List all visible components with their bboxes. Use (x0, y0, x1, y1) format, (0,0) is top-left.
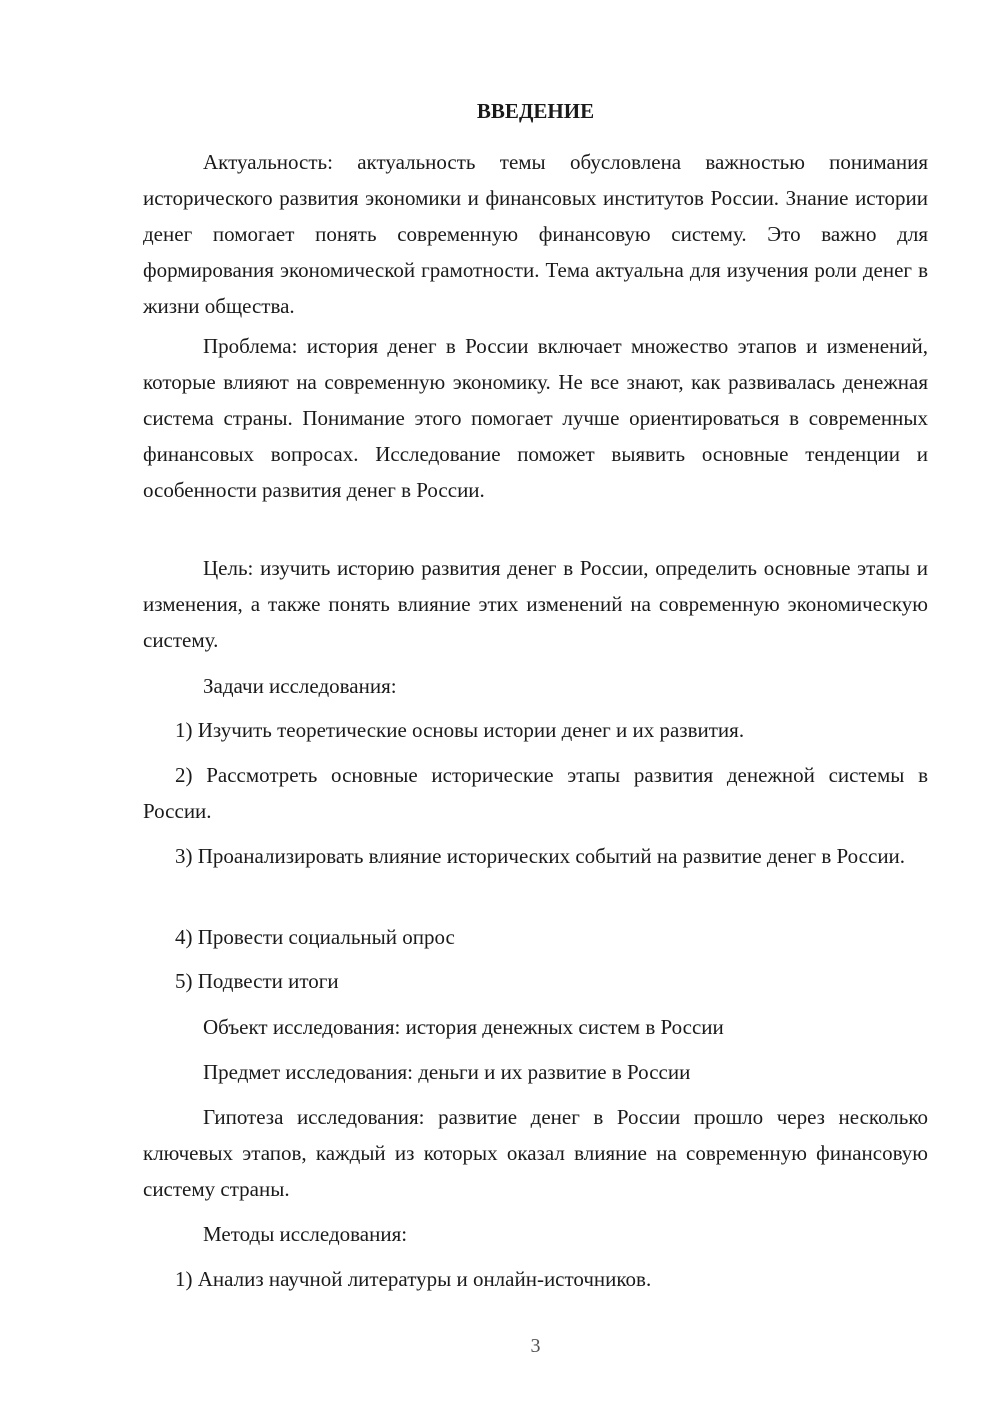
task-item: 5) Подвести итоги (175, 969, 339, 993)
task-item: 3) Проанализировать влияние исторических событий на развитие денег в России. (175, 844, 906, 868)
method-item: 1) Анализ научной литературы и онлайн-источников. (175, 1267, 652, 1291)
task-item: 1) Изучить теоретические основы истории денег и их развития. (175, 718, 745, 742)
page-number: 3 (530, 1335, 541, 1357)
section-title: ВВЕДЕНИЕ (476, 99, 595, 123)
problem-paragraph: Проблема: история денег в России включает множество этапов и изменений, которые влияют на современную экономику. Не все знают, как развивалась денежная система страны. Понимание этого помогает лучше ориентироваться в современных финансовых вопросах. Исследование поможет выявить основные тенденции и особенности развития денег в России. (143, 334, 928, 502)
task-item: 2) Рассмотреть основные исторические этапы развития денежной системы в России. (143, 763, 928, 823)
relevance-paragraph: Актуальность: актуальность темы обусловлена важностью понимания исторического развития экономики и финансовых институтов России. Знание истории денег помогает понять современную финансовую систему. Это важно для формирования экономической грамотности. Тема актуальна для изучения роли денег в жизни общества. (143, 150, 928, 318)
methods-heading: Методы исследования: (203, 1222, 408, 1246)
task-item: 4) Провести социальный опрос (175, 925, 455, 949)
object-paragraph: Объект исследования: история денежных систем в России (203, 1015, 724, 1039)
document-page (143, 0, 928, 1414)
hypothesis-paragraph: Гипотеза исследования: развитие денег в России прошло через несколько ключевых этапов, каждый из которых оказал влияние на современную финансовую систему страны. (143, 1105, 928, 1201)
subject-paragraph: Предмет исследования: деньги и их развитие в России (203, 1060, 691, 1084)
goal-paragraph: Цель: изучить историю развития денег в России, определить основные этапы и изменения, а также понять влияние этих изменений на современную экономическую систему. (143, 556, 928, 652)
tasks-heading: Задачи исследования: (203, 674, 397, 698)
